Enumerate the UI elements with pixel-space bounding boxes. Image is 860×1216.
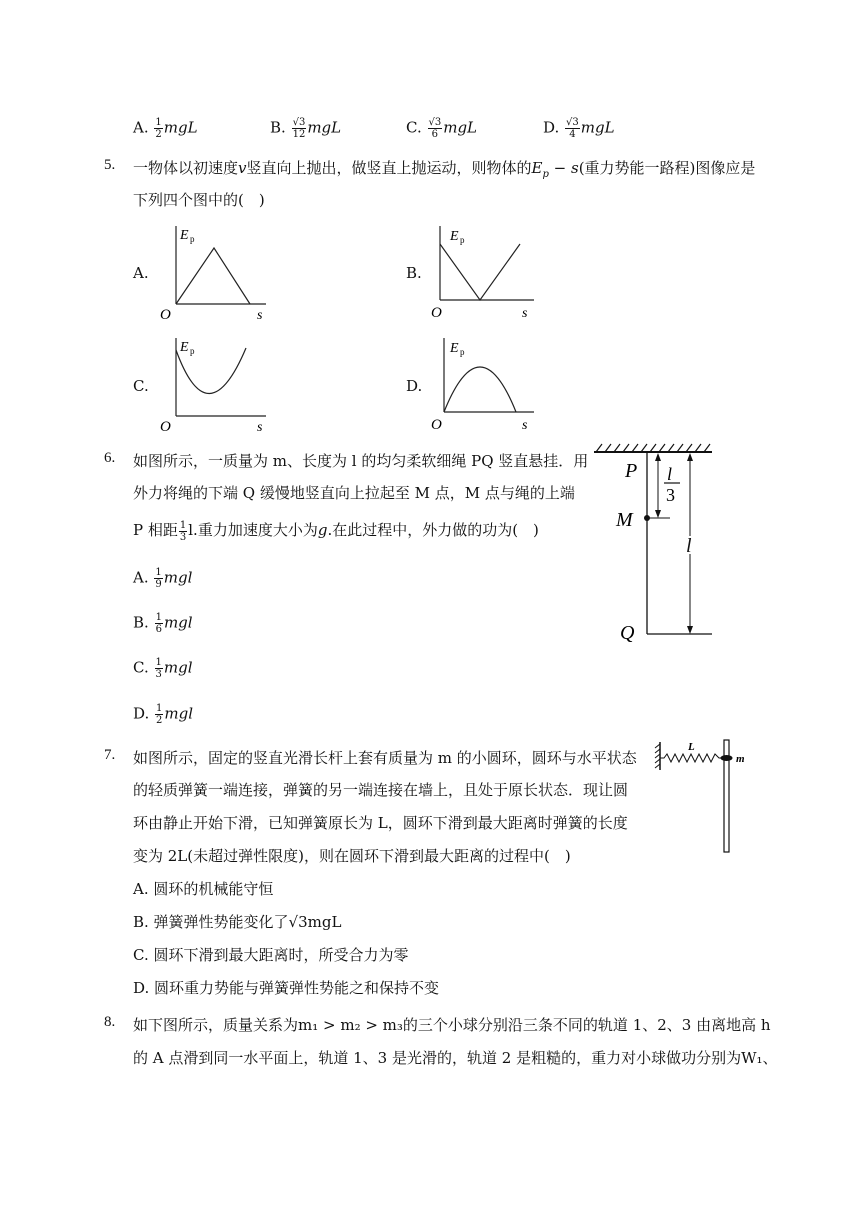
graph-b [430, 222, 542, 322]
q8-number: 8. [104, 1014, 116, 1030]
q8-line1: 如下图所示，质量关系为m₁ > m₂ > m₃的三个小球分别沿三条不同的轨道 1、2、3 由离地高 h [133, 1016, 771, 1034]
graph-origin: O [160, 419, 171, 434]
option-label: A. [133, 118, 149, 137]
fraction: $\frac{√3}{4}$ [566, 117, 579, 140]
q7-line2: 的轻质弹簧一端连接，弹簧的另一端连接在墙上，且处于原长状态．现让圆 [133, 781, 629, 799]
q7-option-b: B. 弹簧弹性势能变化了√3mgL [133, 913, 342, 931]
q6-line2: 外力将绳的下端 Q 缓慢地竖直向上拉起至 M 点，M 点与绳的上端 [133, 484, 575, 502]
graph-y-sub: p [460, 347, 465, 357]
fraction: $\frac{√3}{12}$ [292, 117, 306, 140]
mass-label: m [736, 753, 745, 765]
graph-origin: O [431, 305, 442, 321]
fraction: $\frac{1}{2}$ [155, 117, 162, 140]
q5-label-c: C. [133, 377, 149, 395]
fraction: $\frac{1}{6}$ [155, 612, 162, 635]
q7-line4: 变为 2L(未超过弹性限度)，则在圆环下滑到最大距离的过程中( ) [133, 847, 571, 865]
rope-figure [588, 440, 718, 645]
option-label: C. [406, 118, 422, 137]
q5-label-a: A. [133, 264, 149, 282]
q7-option-c: C. 圆环下滑到最大距离时，所受合力为零 [133, 946, 409, 964]
point-p: P [625, 460, 638, 482]
graph-d [430, 334, 542, 434]
graph-c [158, 334, 270, 434]
point-q: Q [620, 622, 635, 644]
l-third-den: 3 [666, 485, 675, 505]
option-label: B. [270, 118, 286, 137]
q5-line2: 下列四个图中的( ) [133, 191, 265, 209]
q6-option-a: A. $\frac{1}{9}$ mgl [133, 567, 193, 590]
graph-y-sub: p [190, 346, 195, 356]
option-expr: mgL [307, 118, 342, 137]
q5-line1: 一物体以初速度v竖直向上抛出，做竖直上抛运动，则物体的$E_p - s$(重力势能一路程)图像应是 [133, 159, 756, 180]
q6-number: 6. [104, 450, 116, 466]
graph-y-sub: p [460, 235, 465, 245]
graph-origin: O [431, 417, 442, 433]
q5-label-b: B. [406, 264, 422, 282]
graph-y-label: E [450, 341, 459, 356]
option-expr: mgL [580, 118, 615, 137]
fraction: $\frac{√3}{6}$ [428, 117, 442, 140]
q6-option-c: C. $\frac{1}{3}$ mgl [133, 657, 193, 680]
q8-line2: 的 A 点滑到同一水平面上，轨道 1、3 是光滑的，轨道 2 是粗糙的，重力对小球做功分别为W₁、 [133, 1049, 778, 1067]
option-expr: mgL [443, 118, 478, 137]
graph-x-label: s [522, 418, 528, 433]
q4-option-b [270, 117, 341, 140]
q6-line3: P 相距 $\frac{1}{3}$ l.重力加速度大小为g.在此过程中，外力做的功为( ) [133, 519, 539, 543]
fraction: $\frac{1}{3}$ [155, 657, 162, 680]
q6-option-d: D. $\frac{1}{2}$ mgl [133, 703, 194, 726]
graph-origin: O [160, 307, 171, 322]
q7-line3: 环由静止开始下滑，已知弹簧原长为 L，圆环下滑到最大距离时弹簧的长度 [133, 814, 628, 832]
fraction: $\frac{1}{3}$ [179, 519, 187, 543]
l-third-num: l [667, 464, 673, 484]
graph-y-label: E [180, 228, 189, 243]
q7-option-d: D. 圆环重力势能与弹簧弹性势能之和保持不变 [133, 979, 440, 997]
option-label: D. [543, 118, 560, 137]
fraction: $\frac{1}{9}$ [155, 567, 162, 590]
q6-line1: 如图所示，一质量为 m、长度为 l 的均匀柔软细绳 PQ 竖直悬挂．用 [133, 452, 589, 470]
graph-x-label: s [257, 420, 263, 434]
q5-label-d: D. [406, 377, 423, 395]
graph-a [158, 222, 270, 322]
option-expr: mgL [163, 118, 198, 137]
spring-rod-figure [652, 736, 752, 858]
q6-option-b: B. $\frac{1}{6}$ mgl [133, 612, 193, 635]
q5-number: 5. [104, 157, 116, 173]
fraction: $\frac{1}{2}$ [156, 703, 163, 726]
graph-y-label: E [450, 229, 459, 244]
q7-line1: 如图所示，固定的竖直光滑长杆上套有质量为 m 的小圆环，圆环与水平状态 [133, 749, 637, 767]
length-l: l [686, 535, 692, 557]
q4-option-d [543, 117, 615, 140]
q7-option-a: A. 圆环的机械能守恒 [133, 880, 274, 898]
graph-x-label: s [257, 308, 263, 322]
spring-length-label: L [688, 741, 695, 753]
q7-number: 7. [104, 747, 116, 763]
q4-option-a [133, 117, 198, 140]
graph-y-label: E [180, 340, 189, 355]
point-m: M [616, 509, 633, 531]
q4-option-c [406, 117, 477, 140]
graph-y-sub: p [190, 234, 195, 244]
graph-x-label: s [522, 306, 528, 321]
